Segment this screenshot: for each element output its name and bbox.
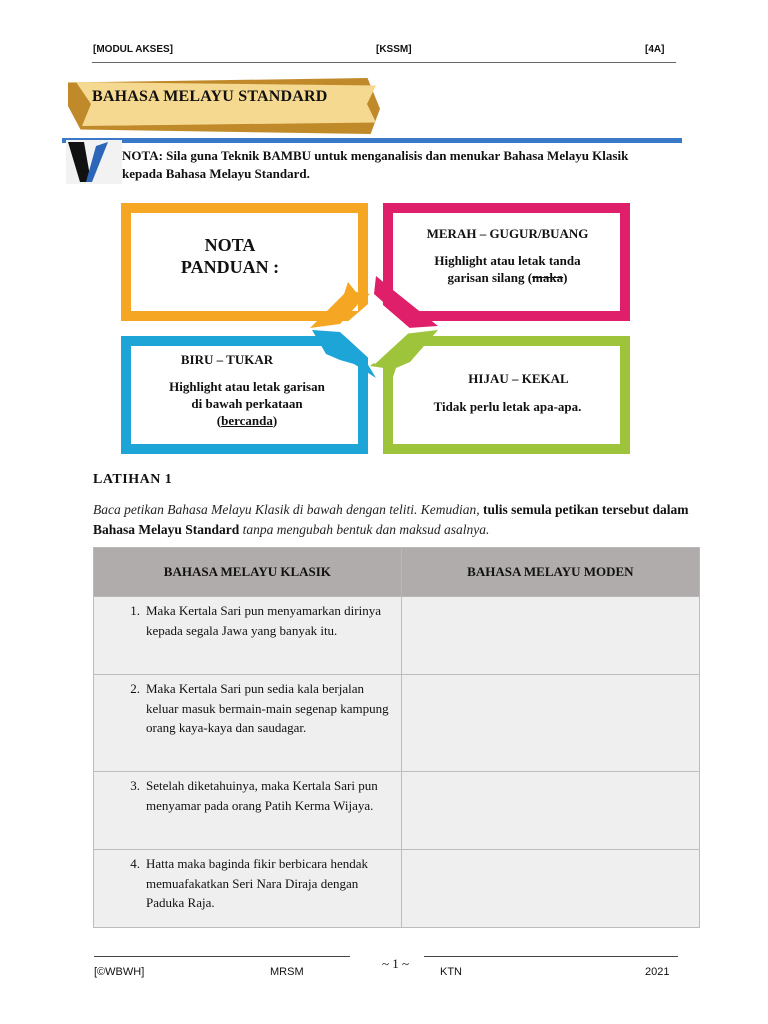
row-number: 3. — [130, 778, 140, 793]
guide-green-line1: Tidak perlu letak apa-apa. — [433, 399, 582, 414]
table-row — [94, 597, 700, 675]
guide-blue-example: bercanda — [221, 413, 273, 428]
nota-accent-bar — [62, 138, 682, 143]
exercise-table — [93, 547, 700, 928]
row-number: 4. — [130, 856, 140, 871]
guide-blue-line1: Highlight atau letak garisan — [169, 379, 325, 394]
table-row — [94, 675, 700, 772]
guide-red-line2-post: ) — [563, 270, 568, 285]
page-title: BAHASA MELAYU STANDARD — [92, 88, 328, 105]
table-row — [94, 772, 700, 850]
guide-blue-line3 — [132, 412, 362, 429]
row-number: 1. — [130, 603, 140, 618]
col-header-klasik: BAHASA MELAYU KLASIK — [94, 548, 402, 597]
footer-copyright: [©WBWH] — [94, 966, 145, 978]
guide-green-heading: HIJAU – KEKAL — [468, 371, 569, 386]
guide-title — [140, 234, 320, 278]
row-text: Hatta maka baginda fikir berbicara hendak memuafakatkan Seri Nara Diraja dengan Paduka Raja. — [146, 856, 368, 910]
exercise-title: LATIHAN 1 — [93, 472, 173, 487]
header-divider — [92, 62, 676, 63]
row-number: 2. — [130, 681, 140, 696]
answer-cell[interactable] — [401, 597, 699, 675]
guide-blue-line2: di bawah perkataan — [191, 396, 303, 411]
instruction-bold: tulis semula petikan tersebut dalam Bahasa Melayu Standard — [93, 502, 689, 537]
instruction-part1: Baca petikan Bahasa Melayu Klasik di bawah dengan teliti. Kemudian, — [93, 502, 483, 517]
footer-org: MRSM — [270, 966, 304, 978]
exercise-instruction — [93, 500, 693, 540]
nota-text: NOTA: Sila guna Teknik BAMBU untuk menganalisis dan menukar Bahasa Melayu Klasik kepada Bahasa Melayu Standard. — [122, 148, 629, 181]
answer-cell[interactable] — [401, 675, 699, 772]
answer-cell[interactable] — [401, 850, 699, 928]
guide-blue-pre: ( — [216, 413, 222, 428]
guide-blue-heading: BIRU – TUKAR — [180, 352, 274, 367]
header-module: [MODUL AKSES] — [93, 44, 173, 55]
guide-red-line2 — [400, 269, 615, 286]
guide-red-text — [400, 225, 615, 286]
guide-red-heading: MERAH – GUGUR/BUANG — [426, 226, 589, 241]
nota-logo-icon — [66, 140, 122, 184]
table-header-row — [94, 548, 700, 597]
table-row — [94, 850, 700, 928]
answer-cell[interactable] — [401, 772, 699, 850]
col-header-moden: BAHASA MELAYU MODEN — [401, 548, 699, 597]
footer-divider-right — [424, 956, 678, 957]
guide-red-line1: Highlight atau letak tanda — [434, 253, 581, 268]
header-kssm: [KSSM] — [376, 44, 412, 55]
footer-divider-left — [94, 956, 350, 957]
klasik-cell — [94, 772, 402, 850]
instruction-part2: tanpa mengubah bentuk dan maksud asalnya. — [239, 522, 490, 537]
header-level: [4A] — [645, 44, 665, 55]
klasik-cell — [94, 850, 402, 928]
guide-blue-text — [132, 351, 362, 429]
guide-title-line2: PANDUAN : — [180, 257, 280, 277]
row-text: Maka Kertala Sari pun menyamarkan dirinya kepada segala Jawa yang banyak itu. — [146, 603, 381, 638]
guide-red-example: maka — [532, 270, 564, 285]
footer-year: 2021 — [645, 966, 670, 978]
page-number: ~ 1 ~ — [382, 956, 410, 971]
row-text: Maka Kertala Sari pun sedia kala berjalan keluar masuk bermain-main segenap kampung orang kaya-kaya dan saudagar. — [146, 681, 389, 735]
guide-title-line1: NOTA — [204, 235, 256, 255]
guide-blue-post: ) — [272, 413, 278, 428]
klasik-cell — [94, 597, 402, 675]
klasik-cell — [94, 675, 402, 772]
row-text: Setelah diketahuinya, maka Kertala Sari pun menyamar pada orang Patih Kerma Wijaya. — [146, 778, 378, 813]
guide-green-text — [400, 370, 615, 415]
guide-red-line2-pre: garisan silang ( — [447, 270, 533, 285]
footer-ktn: KTN — [440, 966, 462, 978]
